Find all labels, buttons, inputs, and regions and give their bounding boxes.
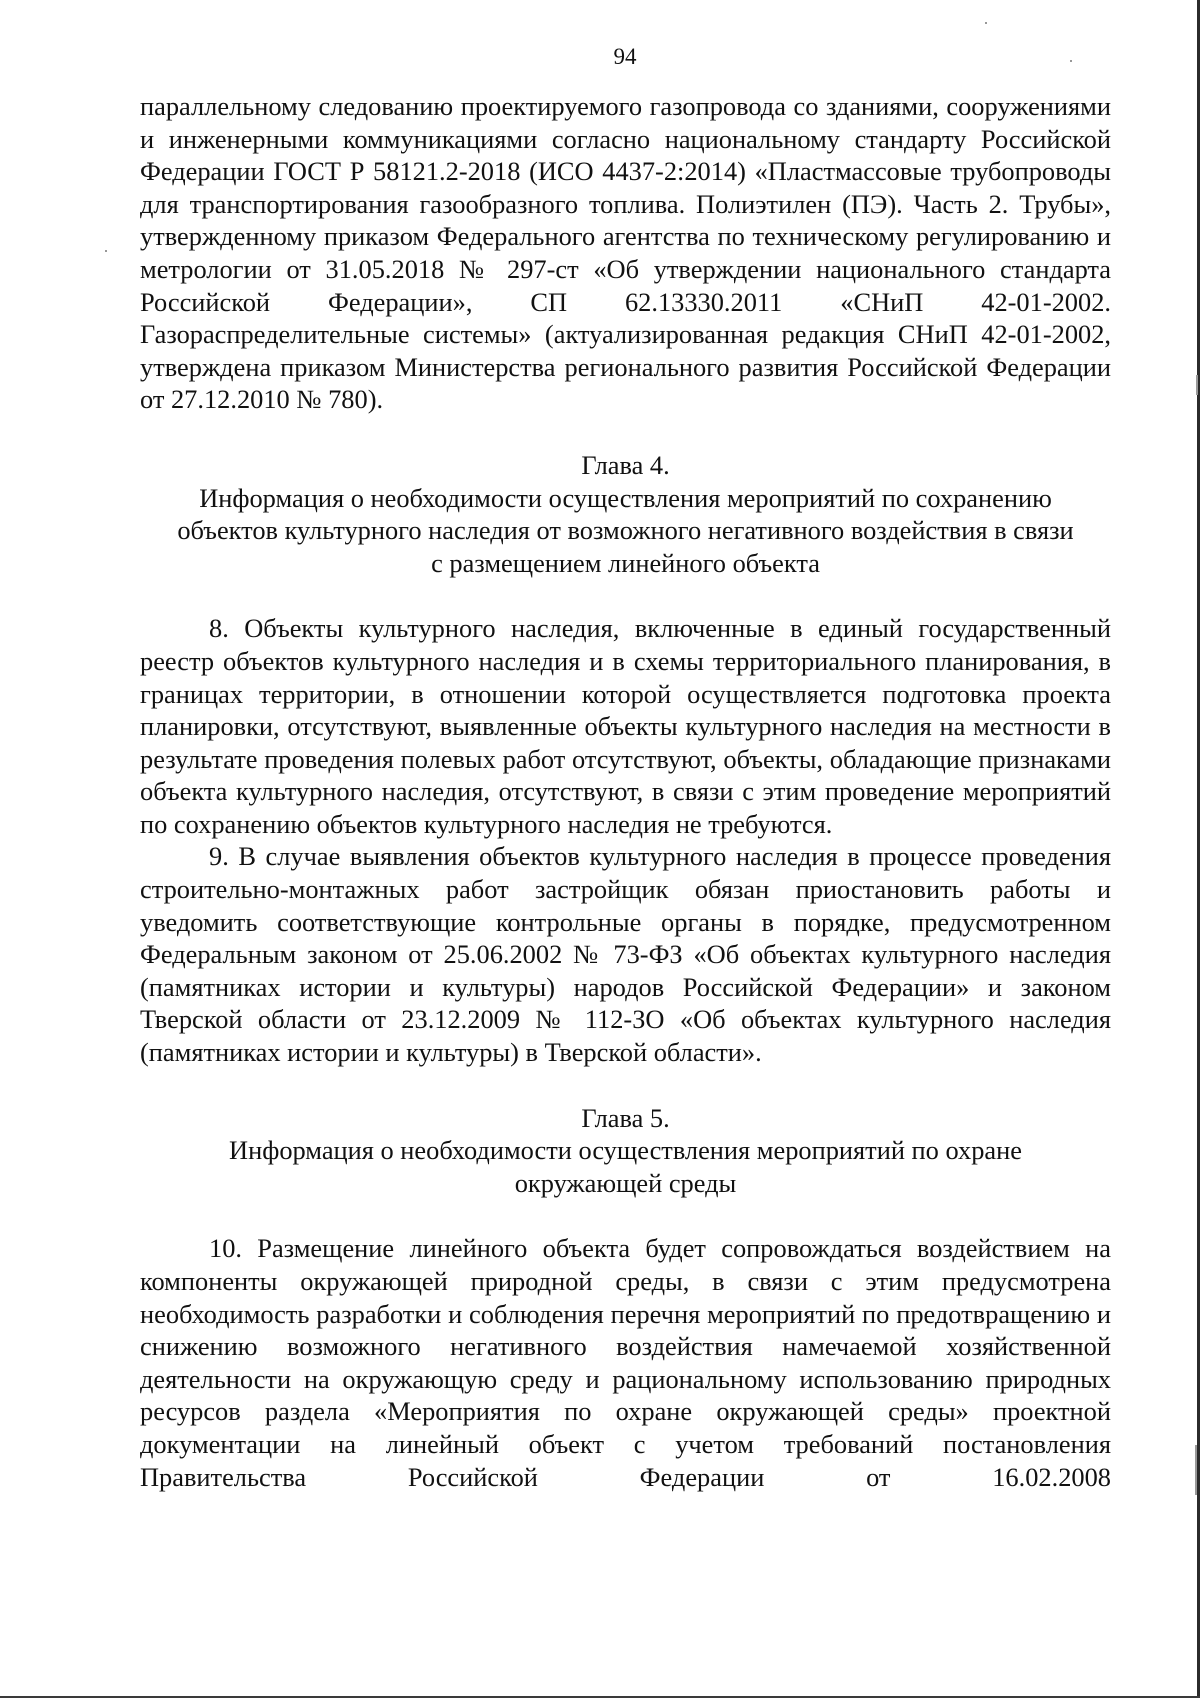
document-body	[140, 90, 1111, 1493]
paragraph-10: 10. Размещение линейного объекта будет сопровождаться воздействием на компоненты окружающей природной среды, в связи с этим предусмотрена необходимость разработки и соблюдения перечня мероприятий по предотвращению и снижению возможного негативного воздействия намечаемой хозяйственной деятельности на окружающую среду и рациональному использованию природных ресурсов раздела «Мероприятия по охране окружающей среды» проектной документации на линейный объект с учетом требований постановления Правительства Российской Федерации от 16.02.2008	[140, 1233, 1111, 1492]
paragraph-9: 9. В случае выявления объектов культурного наследия в процессе проведения строительно-монтажных работ застройщик обязан приостановить работы и уведомить соответствующие контрольные органы в порядке, предусмотренном Федеральным законом от 25.06.2002 № 73-ФЗ «Об объектах культурного наследия (памятниках истории и культуры) народов Российской Федерации» и законом Тверской области от 23.12.2009 № 112-ЗО «Об объектах культурного наследия (памятниках истории и культуры) в Тверской области».	[140, 841, 1111, 1068]
chapter4-title-line2: объектов культурного наследия от возможного негативного воздействия в связи	[177, 515, 1074, 546]
chapter4-title-line3: с размещением линейного объекта	[431, 547, 820, 578]
paragraph-8: 8. Объекты культурного наследия, включенные в единый государственный реестр объектов культурного наследия и в схемы территориального планирования, в границах территории, в отношении которой осуществляется подготовка проекта планировки, отсутствуют, выявленные объекты культурного наследия на местности в результате проведения полевых работ отсутствуют, объекты, обладающие признаками объекта культурного наследия, отсутствуют, в связи с этим проведение мероприятий по сохранению объектов культурного наследия не требуются.	[140, 613, 1111, 839]
scan-speck	[105, 250, 107, 252]
chapter5-title-line1: Информация о необходимости осуществления мероприятий по охране	[229, 1135, 1022, 1166]
scan-speck	[1196, 375, 1198, 395]
chapter5-heading	[140, 1102, 1111, 1200]
intro-paragraph: параллельному следованию проектируемого газопровода со зданиями, сооружениями и инженерными коммуникациями согласно национальному стандарту Российской Федерации ГОСТ Р 58121.2-2018 (ИСО 4437-2:2014) «Пластмассовые трубопроводы для транспортирования газообразного топлива. Полиэтилен (ПЭ). Часть 2. Трубы», утвержденному приказом Федерального агентства по техническому регулированию и метрологии от 31.05.2018 № 297-ст «Об утверждении национального стандарта Российской Федерации», СП 62.13330.2011 «СНиП 42-01-2002. Газораспределительные системы» (актуализированная редакция СНиП 42-01-2002, утверждена приказом Министерства регионального развития Российской Федерации от 27.12.2010 № 780).	[140, 91, 1111, 415]
chapter5-title-line2: окружающей среды	[514, 1167, 737, 1198]
scan-speck	[1195, 1445, 1197, 1495]
chapter4-heading	[140, 449, 1111, 579]
scan-speck	[985, 22, 987, 24]
page-number: 94	[613, 44, 637, 69]
chapter4-label: Глава 4.	[581, 449, 670, 480]
chapter4-title-line1: Информация о необходимости осуществления мероприятий по сохранению	[199, 482, 1052, 513]
chapter5-label: Глава 5.	[581, 1102, 670, 1133]
